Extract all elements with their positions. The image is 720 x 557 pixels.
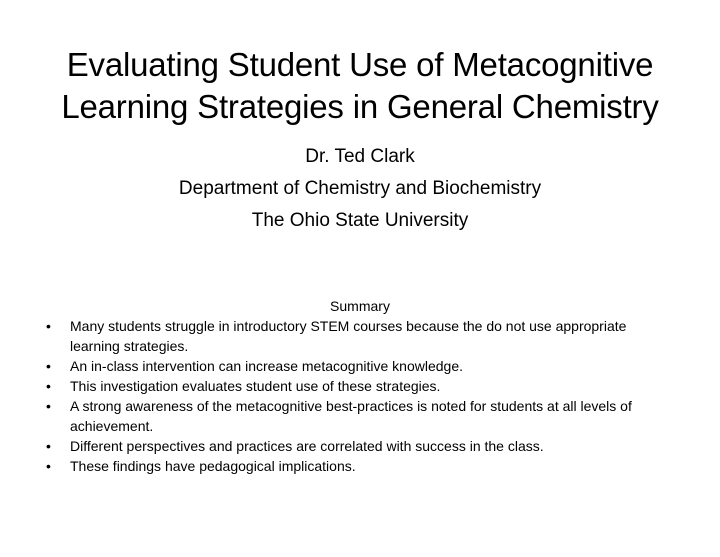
summary-list xyxy=(0,316,720,476)
bullet-icon: • xyxy=(46,398,51,414)
author-block xyxy=(20,141,700,237)
bullet-icon: • xyxy=(46,318,51,334)
bullet-icon: • xyxy=(46,358,51,374)
summary-item-text: Different perspectives and practices are correlated with success in the class. xyxy=(70,438,544,454)
bullet-icon: • xyxy=(46,438,51,454)
bullet-icon: • xyxy=(46,378,51,394)
summary-item xyxy=(0,356,720,376)
summary-item xyxy=(0,376,720,396)
slide-title xyxy=(20,44,700,128)
summary-heading: Summary xyxy=(330,298,390,314)
summary-item-text: A strong awareness of the metacognitive best-practices is noted for students at all levels of achievement. xyxy=(70,398,632,434)
summary-item-text: This investigation evaluates student use of these strategies. xyxy=(70,378,441,394)
title-line-2: Learning Strategies in General Chemistry xyxy=(61,88,659,125)
department-name: Department of Chemistry and Biochemistry xyxy=(178,178,542,199)
summary-item xyxy=(0,396,720,436)
summary-item-text: These findings have pedagogical implications. xyxy=(70,458,356,474)
title-line-1: Evaluating Student Use of Metacognitive xyxy=(66,46,654,83)
summary-item-text: Many students struggle in introductory STEM courses because the do not use appropriate learning strategies. xyxy=(70,318,627,354)
summary-item-text: An in-class intervention can increase metacognitive knowledge. xyxy=(70,358,463,374)
summary-item xyxy=(0,456,720,476)
author-name: Dr. Ted Clark xyxy=(305,146,415,167)
bullet-icon: • xyxy=(46,458,51,474)
summary-item xyxy=(0,436,720,456)
summary-item xyxy=(0,316,720,356)
summary-section xyxy=(0,296,720,476)
institution-name: The Ohio State University xyxy=(251,210,469,231)
